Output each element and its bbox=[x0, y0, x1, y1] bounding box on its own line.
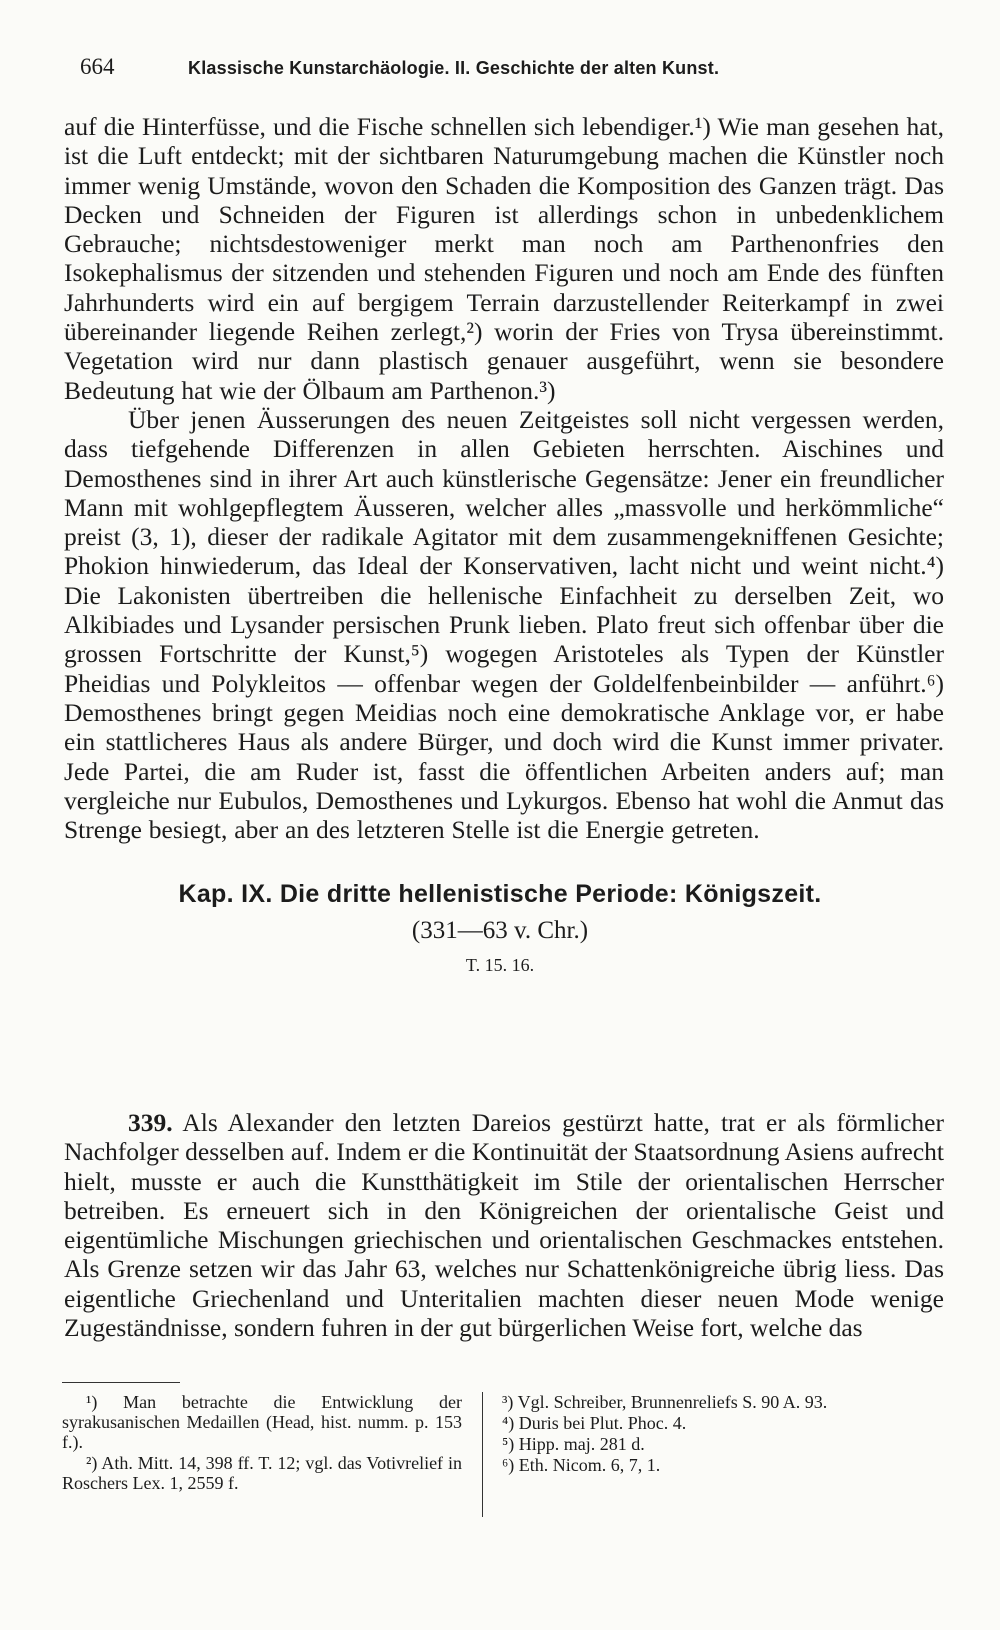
footnotes-left-column bbox=[62, 1392, 462, 1494]
footnote-column-divider bbox=[482, 1392, 483, 1517]
chapter-dates: (331—63 v. Chr.) bbox=[411, 917, 589, 944]
paragraph: Über jenen Äusserungen des neuen Zeitgeistes soll nicht vergessen werden, dass tiefgehende Differenzen in allen Gebieten herrschten. Aischines und Demosthenes sind in ihrer Art auch künstlerische Gegensätze: Jener ein freundlicher Mann mit wohlgepflegtem Äusseren, welcher alles „massvolle und herkömmliche“ preist (3, 1), dieser der radikale Agitator mit dem zusammengekniffenen Gesichte; Phokion hinwiederum, das Ideal der Konservativen, lacht nicht und weint nicht.⁴) Die Lakonisten übertreiben die hellenische Einfachheit zu derselben Zeit, wo Alkibiades und Lysander persischen Prunk lieben. Plato freut sich offenbar über die grossen Fortschritte der Kunst,⁵) wogegen Aristoteles als Typen der Künstler Pheidias und Polykleitos — offenbar wegen der Goldelfenbeinbilder — anführt.⁶) Demosthenes bringt gegen Meidias noch eine demokratische Anklage vor, er habe ein stattlicheres Haus als andere Bürger, und doch wird die Kunst immer privater. Jede Partei, die am Ruder ist, fasst die öffentlichen Arbeiten anders auf; man vergleiche nur Eubulos, Demosthenes und Lykurgos. Ebenso hat wohl die Anmut das Strenge besiegt, aber an des letzteren Stelle ist die Energie getreten. bbox=[64, 404, 944, 845]
footnote-1: ¹) Man betrachte die Entwicklung der syrakusanischen Medaillen (Head, hist. numm. p. 153 f.). bbox=[62, 1392, 462, 1452]
footnote-6: ⁶) Eth. Nicom. 6, 7, 1. bbox=[502, 1455, 661, 1475]
paragraph: auf die Hinterfüsse, und die Fische schnellen sich lebendiger.¹) Wie man gesehen hat, ist die Luft entdeckt; mit der sichtbaren Naturumgebung machen die Künstler noch immer wenig Umstände, wovon den Schaden die Komposition des Ganzen trägt. Das Decken und Schneiden der Figuren ist allerdings schon in unbedenklichem Gebrauche; nichtsdestoweniger merkt man noch am Parthenonfries den Isokephalismus der sitzenden und stehenden Figuren und noch am Ende des fünften Jahrhunderts wird ein auf bergigem Terrain darzustellender Reiterkampf in zwei übereinander liegende Reihen zerlegt,²) worin der Fries von Trysa übereinstimmt. Vegetation wird nur dann plastisch genauer ausgeführt, wenn sie besondere Bedeutung hat wie der Ölbaum am Parthenon.³) bbox=[64, 112, 944, 405]
section-number: 339. bbox=[128, 1108, 173, 1137]
running-head: Klassische Kunstarchäologie. II. Geschichte der alten Kunst. bbox=[188, 58, 720, 78]
section-paragraph bbox=[64, 1108, 944, 1342]
plate-reference: T. 15. 16. bbox=[465, 955, 535, 975]
section-text: Als Alexander den letzten Dareios gestürzt hatte, trat er als förmlicher Nachfolger desselben auf. Indem er die Kontinuität der Staatsordnung Asiens aufrecht hielt, musste er auch die Kunstthätigkeit im Stile der orientalischen Herrscher betreiben. Es erneuert sich in den Königreichen der orientalische Geist und eigentümliche Mischungen griechischen und orientalischen Geschmackes entstehen. Als Grenze setzen wir das Jahr 63, welches nur Schattenkönigreiche übrig liess. Das eigentliche Griechenland und Unteritalien machten dieser neuen Mode wenige Zugeständnisse, sondern fuhren in der gut bürgerlichen Weise fort, welche das bbox=[64, 1108, 944, 1343]
footnote-3: ³) Vgl. Schreiber, Brunnenreliefs S. 90 A. 93. bbox=[502, 1392, 828, 1412]
page-header bbox=[80, 50, 940, 90]
chapter-title: Kap. IX. Die dritte hellenistische Periode: Königszeit. bbox=[178, 880, 822, 908]
section-339 bbox=[64, 1108, 944, 1342]
footnote-5: ⁵) Hipp. maj. 281 d. bbox=[502, 1434, 645, 1454]
footnotes-right-column bbox=[502, 1392, 922, 1476]
main-text bbox=[64, 112, 944, 844]
chapter-heading bbox=[0, 880, 1000, 976]
page-number: 664 bbox=[80, 54, 115, 79]
footnote-2: ²) Ath. Mitt. 14, 398 ff. T. 12; vgl. das Votivrelief in Roschers Lex. 1, 2559 f. bbox=[62, 1453, 462, 1493]
footnote-divider bbox=[62, 1382, 180, 1383]
footnote-4: ⁴) Duris bei Plut. Phoc. 4. bbox=[502, 1413, 687, 1433]
